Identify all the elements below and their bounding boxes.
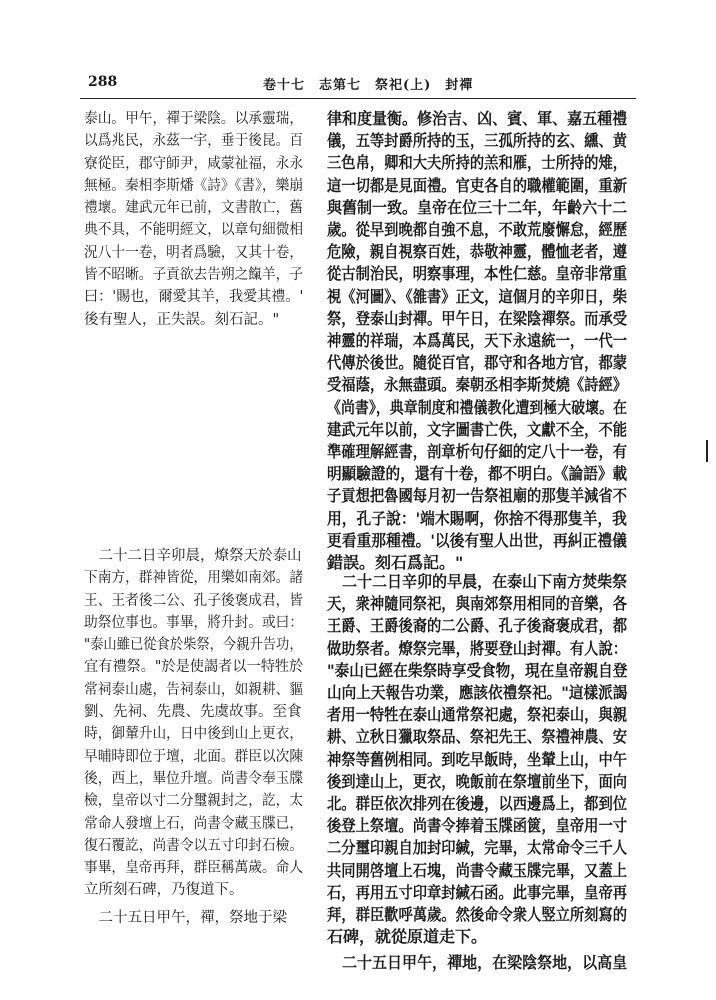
text-line: 無極。秦相李斯燔《詩》《書》，樂崩 xyxy=(84,177,304,194)
text-line: 這一切都是見面禮。官吏各自的職權範圍，重新 xyxy=(327,175,628,195)
text-line: 後，西上，畢位升壇。尚書令奉玉牒 xyxy=(84,770,304,787)
text-line: 後到達山上，更衣，晚飯前在祭壇前坐下，面向 xyxy=(327,771,628,791)
left-column-block-1 xyxy=(84,108,303,331)
text-line: 常命人發壇上石，尚書令藏玉牒已， xyxy=(84,815,304,832)
page-header xyxy=(0,0,716,110)
text-line: 用，孔子說：'端木賜啊，你捨不得那隻羊，我 xyxy=(327,508,627,528)
text-line: 儀，五等封爵所持的玉，三孤所持的玄、纁、黄 xyxy=(327,131,628,151)
text-line: 二十二日辛卯的早晨，在泰山下南方焚柴祭 xyxy=(327,572,628,591)
text-line: 石，再用五寸印章封緘石函。此事完畢，皇帝再 xyxy=(327,882,628,902)
text-line: 神祭等舊例相同。到吃早飯時，坐輦上山，中午 xyxy=(327,749,628,769)
running-title: 卷十七 志第七 祭祀(上) 封禪 xyxy=(263,78,474,93)
text-line: "泰山雖已從食於柴祭，今親升告功， xyxy=(84,637,303,654)
text-line: 事畢，皇帝再拜，群臣稱萬歲。命人 xyxy=(84,860,304,877)
text-line: 皆不昭晰。子貢欲去告朔之餼羊，子 xyxy=(84,267,304,284)
text-line: 共同開啓壇上石塊，尚書令藏玉牒完畢，又蓋上 xyxy=(327,860,628,880)
text-line: 後登上祭壇。尚書令捧着玉牒函篋，皇帝用一寸 xyxy=(327,816,628,836)
text-line: 復石覆訖，尚書令以五寸印封石檢。 xyxy=(84,837,304,854)
text-line: 律和度量衡。修治吉、凶、賓、軍、嘉五種禮 xyxy=(327,109,628,128)
text-line: 石碑，就從原道走下。 xyxy=(327,927,488,947)
text-line: 建武元年以前，文字圖書亡佚，文獻不全，不能 xyxy=(327,419,628,439)
text-line: 神靈的祥瑞，本爲萬民，天下永遠統一，一代一 xyxy=(327,331,628,351)
text-line: 劉、先祠、先農、先虞故事。至食 xyxy=(84,704,302,721)
text-line: 視《河圖》、《雒書》正文，這個月的辛卯日，柴 xyxy=(327,286,628,306)
text-line: 祭，登泰山封禪。甲午日，在梁陰禪祭。而承受 xyxy=(327,308,628,328)
text-line: 早晡時即位于壇，北面。群臣以次陳 xyxy=(84,748,304,765)
margin-mark xyxy=(706,440,708,462)
text-line: 助祭位事也。事畢，將升封。或曰： xyxy=(84,614,304,631)
text-line: 曰：'賜也，爾愛其羊，我愛其禮。' xyxy=(84,289,304,306)
text-line: 歲。從早到晚都自強不息，不敢荒廢懈怠，經歷 xyxy=(327,220,628,240)
text-line: 準確理解經書，剖章析句仔細的定八十一卷，有 xyxy=(327,442,628,462)
text-line: 與舊制一致。皇帝在位三十二年，年齡六十二 xyxy=(327,197,628,217)
text-line: 二分璽印親自加封印緘，完畢，太常命令三千人 xyxy=(327,838,628,858)
text-line: 後有聖人，正失誤。刻石記。" xyxy=(84,311,280,328)
text-line: 危險，親自視察百姓，恭敬神靈，體恤老者，遵 xyxy=(327,242,628,262)
text-line: 寮從臣，郡守師尹，咸蒙祉福，永永 xyxy=(84,155,304,172)
text-line: 泰山。甲午，禪于梁陰。以承靈瑞， xyxy=(84,111,304,127)
page-number: 288 xyxy=(88,74,118,90)
text-line: 二十五日甲午，禪地，在梁陰祭地，以高皇 xyxy=(327,953,628,972)
text-line: 《尚書》，典章制度和禮儀教化遭到極大破壞。在 xyxy=(327,397,627,417)
left-column-block-3 xyxy=(84,907,303,929)
text-line: 王爵、王爵後裔的二公爵、孔子後裔褒成君，都 xyxy=(327,616,628,636)
text-line: 代傳於後世。隨從百官，郡守和各地方官，都蒙 xyxy=(327,353,628,373)
text-line: 子貢想把魯國每月初一告祭祖廟的那隻羊減省不 xyxy=(327,486,628,506)
right-column-block-3 xyxy=(327,952,627,974)
text-line: 二十五日甲午，禪，祭地于梁 xyxy=(84,910,287,926)
text-line: 明顯驗證的，還有十卷，都不明白。《論語》載 xyxy=(327,464,628,484)
text-line: 二十二日辛卯晨，燎祭天於泰山 xyxy=(84,548,302,564)
text-line: 立所刻石碑，乃復道下。 xyxy=(84,882,244,899)
text-line: 拜，群臣歡呼萬歲。然後命令衆人竪立所刻寫的 xyxy=(327,905,628,925)
text-line: 宜有禮祭。"於是使謁者以一特牲於 xyxy=(84,659,304,676)
left-column-block-2 xyxy=(84,545,303,902)
text-line: 時，御輦升山，日中後到山上更衣， xyxy=(84,726,304,743)
text-line: 下南方，群神皆從，用樂如南郊。諸 xyxy=(84,570,304,587)
text-line: 山向上天報告功業，應該依禮祭祀。"這樣派謁 xyxy=(327,683,628,703)
right-column-block-2 xyxy=(327,571,627,948)
right-column-block-1 xyxy=(327,108,627,574)
text-line: 三色帛，卿和大夫所持的羔和雁，士所持的雉， xyxy=(327,153,628,173)
text-line: 北。群臣依次排列在後邊，以西邊爲上，都到位 xyxy=(327,794,628,814)
text-line: 更看重那種禮。'以後有聖人出世，再糾正禮儀 xyxy=(327,530,627,550)
text-line: 王、王者後二公、孔子後褒成君，皆 xyxy=(84,592,304,609)
text-line: 從古制治民，明察事理，本性仁慈。皇帝非常重 xyxy=(327,264,628,284)
text-line: 耕、立秋日獵取祭品、祭祀先王、祭禮神農、安 xyxy=(327,727,628,747)
text-line: 天，衆神隨同祭祀，與南郊祭用相同的音樂，各 xyxy=(327,594,628,614)
text-line: 以爲兆民，永茲一宇，垂于後昆。百 xyxy=(84,133,304,150)
text-line: 做助祭者。燎祭完畢，將要登山封禪。有人說： xyxy=(327,638,628,658)
text-line: 錯誤。刻石爲記。" xyxy=(327,553,464,573)
text-line: 禮壞。建武元年已前，文書散亡，舊 xyxy=(84,200,304,217)
text-line: 況八十一卷，明者爲驗，又其十卷， xyxy=(84,244,304,261)
text-line: 典不具，不能明經文，以章句細微相 xyxy=(84,222,304,239)
text-line: 檢，皇帝以寸二分璽親封之，訖，太 xyxy=(84,793,304,810)
text-line: 者用一特牲在泰山通常祭祀處，祭祀泰山，與親 xyxy=(327,705,628,725)
header-rule xyxy=(80,98,636,99)
text-line: 常祠泰山處，告祠泰山，如親耕、貙 xyxy=(84,681,304,698)
text-line: 受福蔭，永無盡頭。秦朝丞相李斯焚燒《詩經》 xyxy=(327,375,628,395)
text-line: "泰山已經在柴祭時享受食物，現在皇帝親自登 xyxy=(327,660,628,680)
